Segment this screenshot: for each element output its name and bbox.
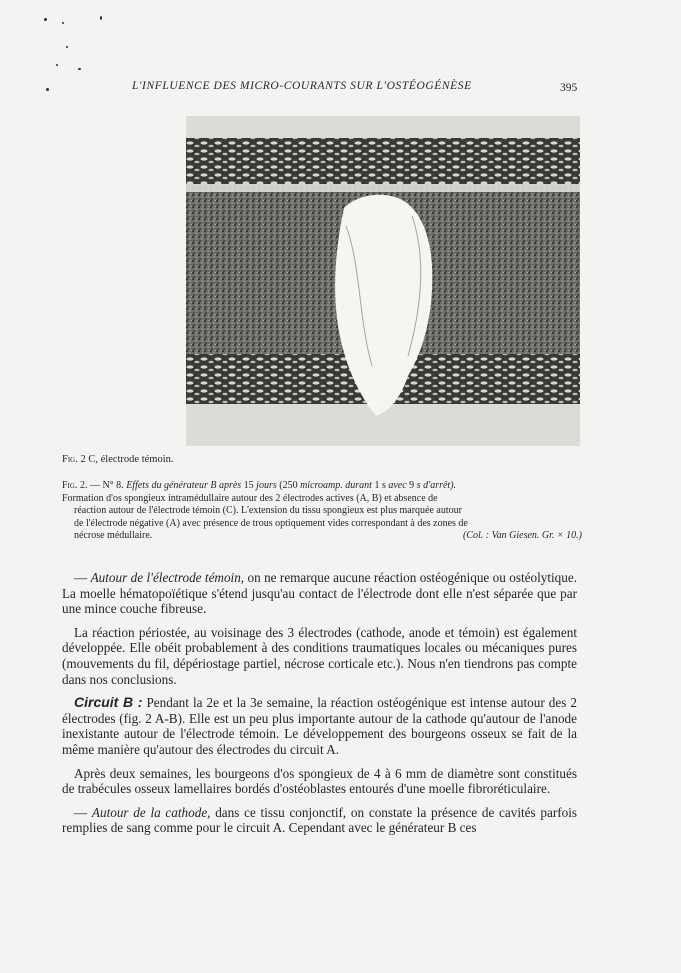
paragraph-4: Après deux semaines, les bourgeons d'os spongieux de 4 à 6 mm de diamètre sont constitués de trabécules osseux lamellaires bordés d'ostéoblastes entourés d'une moelle fibroréticulaire.: [62, 765, 577, 797]
caption-line-3: réaction autour de l'électrode témoin (C). L'extension du tissu spongieux est plus marquée autour: [74, 505, 462, 516]
caption-current: microamp. durant: [300, 480, 372, 491]
caption-line-4: de l'électrode négative (A) avec présence de trous optiquement vides correspondant à des zones de: [74, 517, 468, 529]
circuit-b-label: Circuit B :: [74, 694, 143, 711]
caption-seconds: 1 s: [374, 480, 386, 491]
caption-number: 2. — N° 8.: [79, 480, 124, 491]
running-head: L'INFLUENCE DES MICRO-COURANTS SUR L'OSTÉOGÉNÈSE: [132, 80, 472, 92]
caption-prefix: Fig.: [62, 480, 78, 491]
caption-current-open: (250: [279, 480, 298, 491]
figure-label: [62, 454, 174, 465]
p1-text: on ne remarque aucune réaction ostéogénique ou ostéolytique. La moelle hématopoïétique s'étend jusqu'au contact de l'électrode dont elle n'est séparée que par une mince couche fibreuse.: [62, 570, 578, 617]
caption-stop: s d'arrêt).: [416, 480, 457, 491]
caption-with: avec: [388, 480, 407, 491]
caption-stain: (Col. : Van Giesen. Gr. × 10.): [463, 530, 582, 541]
caption-line-2: Formation d'os spongieux intramédullaire autour des 2 électrodes actives (A, B) et absence de: [62, 492, 438, 504]
figure-label-prefix: Fig.: [62, 454, 78, 465]
page-number: 395: [560, 82, 578, 94]
paragraph-3: [62, 695, 577, 757]
body-text: [62, 570, 577, 844]
p5-italic: Autour de la cathode,: [91, 804, 211, 820]
paragraph-2: La réaction périostée, au voisinage des 3 électrodes (cathode, anode et témoin) est également développée. Elle obéit probablement à des conditions traumatiques locales ou mécaniques pures (mouvements du fil, dépériostage partiel, nécrose corticale etc.). Nous n'en tiendrons pas compte dans nos conclusions.: [62, 624, 577, 687]
caption-days: 15: [243, 480, 254, 491]
p5-dash: —: [74, 804, 92, 820]
figure-label-text: 2 C, électrode témoin.: [80, 454, 174, 465]
paragraph-5: [62, 805, 577, 836]
p5-text: dans ce tissu conjonctif, on constate la présence de cavités parfois remplies de sang comme pour le circuit A. Cependant avec le générateur B ces: [62, 804, 578, 836]
caption-nine: 9: [409, 480, 415, 491]
caption-line-5: nécrose médullaire.: [74, 530, 153, 541]
paragraph-1: [62, 570, 577, 617]
micrograph-figure: [186, 116, 580, 446]
p1-italic: Autour de l'électrode témoin,: [90, 570, 245, 585]
p3-text: Pendant la 2e et la 3e semaine, la réaction ostéogénique est intense autour des 2 électrodes (fig. 2 A-B). Elle est un peu plus importante autour de la cathode qu'autour de l'anode inexistante autour de l'électrode témoin. Le développement des bourgeons osseux se fait de la même manière qu'autour des électrodes du circuit A.: [62, 695, 578, 757]
p1-dash: —: [74, 570, 91, 585]
micrograph-image: [186, 116, 580, 446]
caption-days-word: jours: [256, 480, 277, 491]
figure-caption: [62, 480, 582, 543]
caption-title: Effets du générateur B après: [126, 480, 242, 491]
